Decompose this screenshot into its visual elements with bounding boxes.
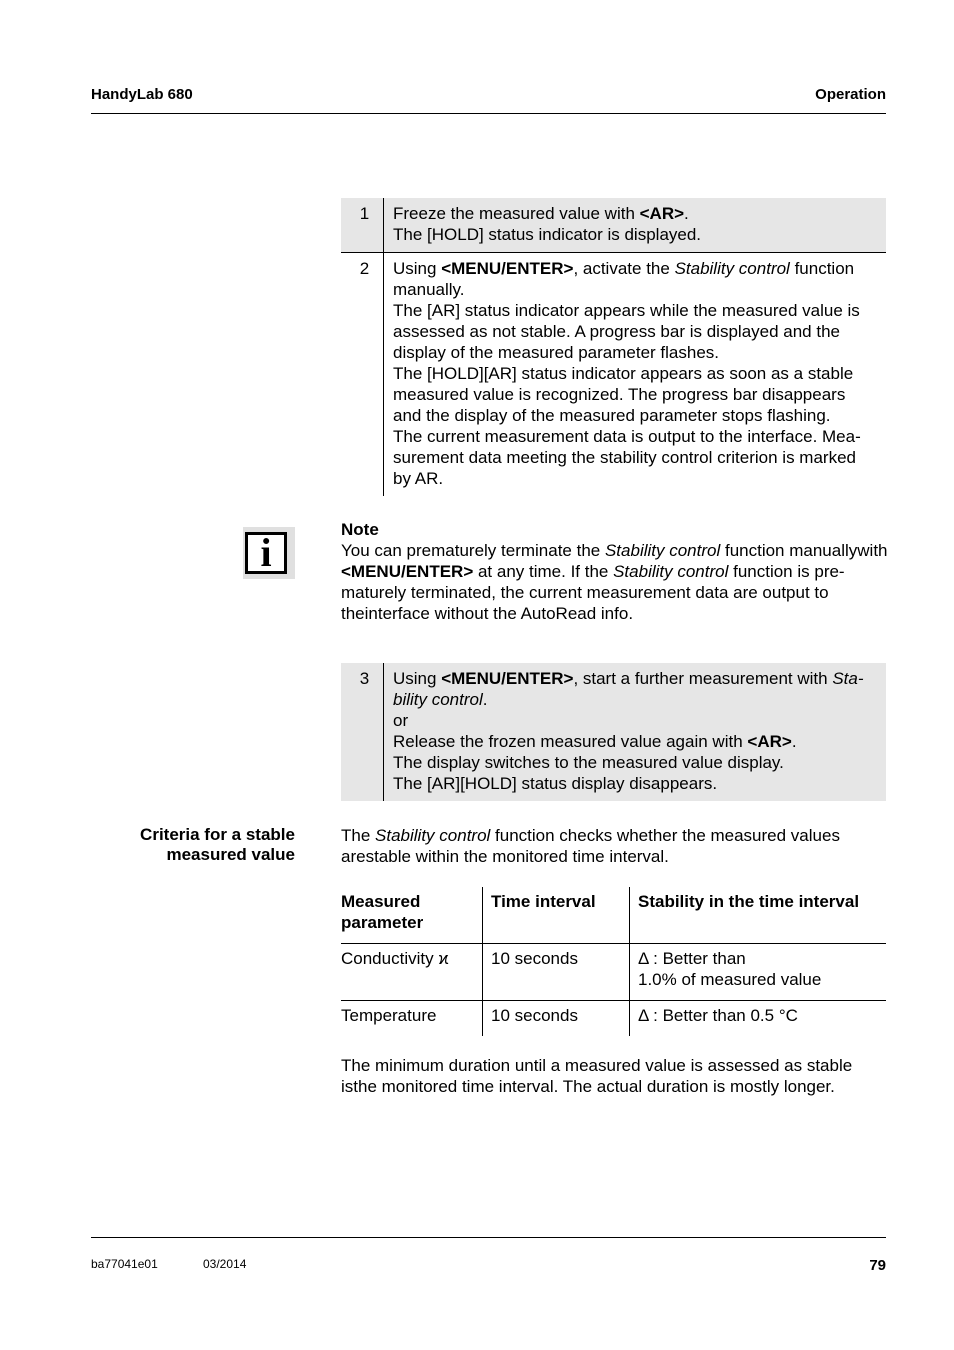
text-line: Release the frozen measured value again with <AR>. — [393, 732, 797, 751]
header-section-name: Operation — [815, 86, 886, 103]
note-title: Note — [341, 520, 379, 539]
text-line: display of the measured parameter flashes. — [393, 343, 720, 362]
text-line: the monitored time interval. The actual duration is mostly longer. — [353, 1077, 835, 1096]
step-row-1 — [341, 198, 886, 252]
bold-key: <MENU/ENTER> — [341, 562, 474, 581]
italic-term: Stability control — [604, 541, 721, 560]
cell-stability-line: Δ : Better than — [638, 949, 746, 968]
step-row-2 — [341, 253, 886, 496]
text-line: The Stability control function checks whether the measured values are — [341, 826, 840, 866]
column-header-stability: Stability in the time interval — [630, 887, 887, 944]
text-line: The display switches to the measured value display. — [393, 753, 784, 772]
cell-stability — [630, 944, 887, 1001]
cell-stability: Δ : Better than 0.5 °C — [638, 1006, 798, 1025]
text-line: by AR. — [393, 469, 444, 488]
footer-rule — [91, 1237, 886, 1238]
criteria-outro — [341, 1055, 891, 1097]
step-number: 2 — [341, 253, 384, 496]
text-line: stable within the monitored time interval. — [365, 847, 669, 866]
column-header-interval: Time interval — [483, 887, 630, 944]
bold-key: <AR> — [747, 732, 792, 751]
footer-doc-number: ba77041e01 — [91, 1257, 158, 1271]
text-line: measured value is recognized. The progress bar disappears — [393, 385, 846, 404]
step-row-3 — [341, 663, 886, 801]
italic-term: Sta- — [832, 669, 864, 688]
text-line: with <MENU/ENTER> at any time. If the Stability control function is pre- — [341, 541, 888, 581]
text-line: bility control. — [393, 690, 488, 709]
text-line: assessed as not stable. A progress bar is displayed and the — [393, 322, 840, 341]
cell-interval: 10 seconds — [483, 1001, 630, 1037]
column-header-line: Measured — [341, 892, 421, 911]
text-line: You can prematurely terminate the Stability control function manually — [341, 541, 858, 560]
column-header-parameter — [341, 887, 483, 944]
column-header-line: parameter — [341, 913, 424, 932]
step-text — [384, 198, 886, 252]
step-number: 3 — [341, 663, 384, 801]
cell-interval: 10 seconds — [483, 944, 630, 1001]
info-icon-glyph: i — [260, 530, 272, 575]
text-line: surement data meeting the stability control criterion is marked — [393, 448, 856, 467]
page-number: 79 — [869, 1257, 886, 1274]
bold-key: <AR> — [639, 204, 685, 223]
header-rule — [91, 113, 886, 114]
note-text — [341, 540, 889, 624]
info-icon — [243, 527, 295, 579]
steps-table-continued — [341, 663, 886, 801]
text-line: interface without the AutoRead info. — [364, 604, 634, 623]
table-header-row — [341, 887, 886, 944]
text-line: The minimum duration until a measured value is assessed as stable is — [341, 1056, 853, 1096]
table-row — [341, 944, 886, 1001]
text-line: The current measurement data is output to the interface. Mea- — [393, 427, 861, 446]
step-number: 1 — [341, 198, 384, 252]
text-line: Using <MENU/ENTER>, start a further measurement with Sta- — [393, 669, 864, 688]
italic-term: bility control — [393, 690, 483, 709]
criteria-intro — [341, 825, 891, 867]
bold-key: <MENU/ENTER> — [441, 669, 574, 688]
text-line: The [HOLD] status indicator is displayed. — [393, 225, 702, 244]
text-line: maturely terminated, the current measurement data are output to the — [341, 583, 829, 623]
bold-key: <MENU/ENTER> — [441, 259, 574, 278]
header-product-name: HandyLab 680 — [91, 86, 193, 103]
cell-parameter: Conductivity ϰ — [341, 944, 483, 1001]
criteria-heading-line: measured value — [166, 845, 295, 864]
text-line: Using <MENU/ENTER>, activate the Stability control function — [393, 259, 855, 278]
cell-parameter: Temperature — [341, 1001, 483, 1037]
criteria-heading — [91, 825, 295, 865]
text-line: manually. — [393, 280, 465, 299]
footer-date: 03/2014 — [203, 1257, 247, 1271]
cell-stability-line: 1.0% of measured value — [638, 970, 822, 989]
text-line: or — [393, 711, 409, 730]
info-icon-frame — [245, 532, 287, 574]
text-line: Freeze the measured value with <AR>. — [393, 204, 689, 223]
step-text — [384, 663, 886, 801]
step-text — [384, 253, 886, 496]
italic-term: Stability control — [375, 826, 491, 845]
italic-term: Stability control — [674, 259, 790, 278]
text-line: The [AR] status indicator appears while the measured value is — [393, 301, 860, 320]
text-line: and the display of the measured parameter stops flashing. — [393, 406, 831, 425]
italic-term: Stability control — [613, 562, 729, 581]
steps-table — [341, 198, 886, 496]
note-block — [341, 519, 889, 624]
text-line: The [AR][HOLD] status display disappears. — [393, 774, 718, 793]
text-line: The [HOLD][AR] status indicator appears as soon as a stable — [393, 364, 854, 383]
criteria-table — [341, 887, 886, 1036]
table-row — [341, 1001, 886, 1037]
criteria-heading-line: Criteria for a stable — [140, 825, 295, 844]
